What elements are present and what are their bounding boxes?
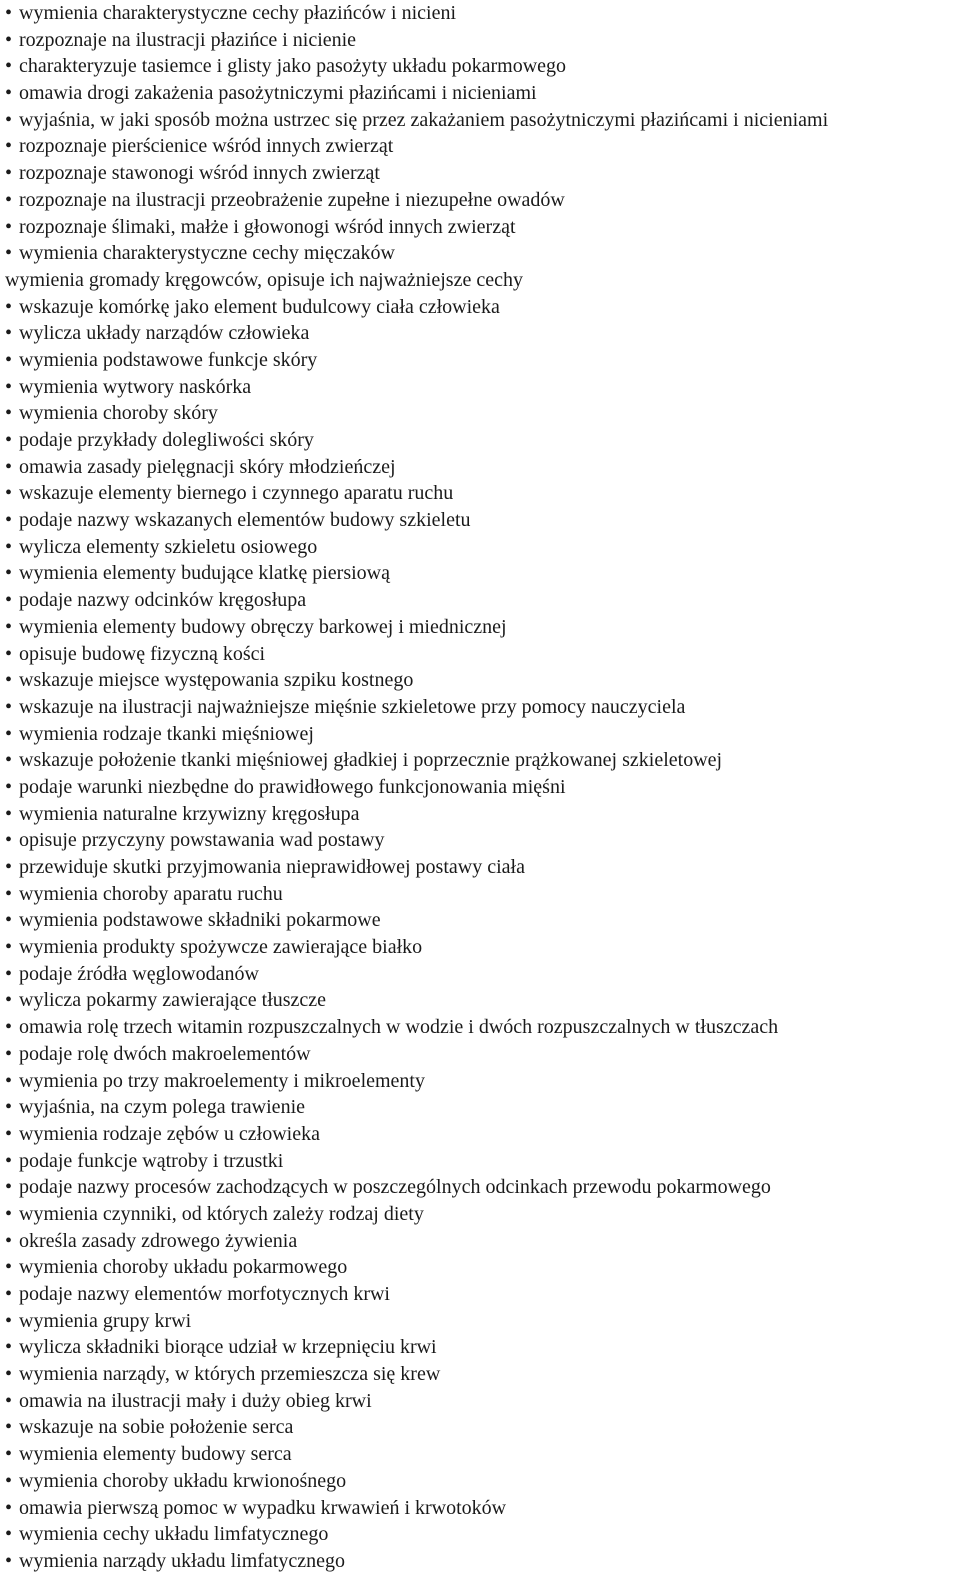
- list-item: [0, 480, 960, 507]
- bullet-icon: •: [5, 108, 13, 131]
- list-item-text: podaje rolę dwóch makroelementów: [19, 1042, 311, 1065]
- bullet-icon: •: [5, 642, 13, 665]
- bullet-icon: •: [5, 162, 13, 185]
- list-item-text: wymienia elementy budowy obręczy barkowej i miednicznej: [19, 615, 507, 638]
- bullet-icon: •: [5, 1389, 13, 1412]
- bullet-icon: •: [5, 28, 13, 51]
- bullet-icon: •: [5, 1069, 13, 1092]
- list-item-text: rozpoznaje stawonogi wśród innych zwierząt: [19, 162, 380, 185]
- bullet-icon: •: [5, 802, 13, 825]
- list-item: [0, 1148, 960, 1175]
- bullet-icon: •: [5, 1122, 13, 1145]
- bullet-icon: •: [5, 82, 13, 105]
- bullet-icon: •: [5, 1443, 13, 1466]
- list-item: [0, 1521, 960, 1548]
- bullet-icon: •: [5, 242, 13, 265]
- list-item-text: wymienia czynniki, od których zależy rodzaj diety: [19, 1202, 424, 1225]
- bullet-icon: •: [5, 1549, 13, 1572]
- list-item: [0, 747, 960, 774]
- list-item: [0, 347, 960, 374]
- list-item-text: rozpoznaje ślimaki, małże i głowonogi wśród innych zwierząt: [19, 215, 516, 238]
- list-item-text: omawia zasady pielęgnacji skóry młodzieńczej: [19, 455, 396, 478]
- list-item-text: rozpoznaje na ilustracji płazińce i nicienie: [19, 28, 357, 51]
- list-item: [0, 1014, 960, 1041]
- list-item: [0, 1441, 960, 1468]
- list-item-text: wskazuje na ilustracji najważniejsze mięśnie szkieletowe przy pomocy nauczyciela: [19, 695, 686, 718]
- bullet-icon: •: [5, 775, 13, 798]
- list-item: [0, 1468, 960, 1495]
- bullet-icon: •: [5, 722, 13, 745]
- list-item: [0, 267, 960, 294]
- list-item: [0, 427, 960, 454]
- list-item-text: opisuje budowę fizyczną kości: [19, 642, 266, 665]
- list-item: [0, 320, 960, 347]
- list-item-text: wskazuje elementy biernego i czynnego aparatu ruchu: [19, 482, 454, 505]
- list-item: [0, 987, 960, 1014]
- bullet-icon: •: [5, 1336, 13, 1359]
- list-item-text: podaje przykłady dolegliwości skóry: [19, 429, 314, 451]
- bullet-icon: •: [5, 749, 13, 772]
- bullet-icon: •: [5, 509, 13, 532]
- bullet-icon: •: [5, 882, 13, 905]
- list-item-text: wymienia choroby aparatu ruchu: [19, 882, 283, 905]
- bullet-icon: •: [5, 1016, 13, 1039]
- list-item: [0, 1228, 960, 1255]
- list-item-text: wymienia choroby układu krwionośnego: [19, 1469, 347, 1492]
- list-item-text: wskazuje położenie tkanki mięśniowej gładkiej i poprzecznie prążkowanej szkieletowej: [19, 749, 723, 772]
- list-item-text: podaje nazwy elementów morfotycznych krwi: [19, 1283, 390, 1305]
- list-item-text: opisuje przyczyny powstawania wad postawy: [19, 829, 385, 852]
- list-item: [0, 614, 960, 641]
- list-item: [0, 1094, 960, 1121]
- bullet-icon: •: [5, 348, 13, 371]
- list-item: [0, 801, 960, 828]
- bullet-icon: •: [5, 1202, 13, 1225]
- list-item: [0, 1281, 960, 1308]
- list-item-text: rozpoznaje na ilustracji przeobrażenie zupełne i niezupełne owadów: [19, 188, 565, 211]
- list-item: [0, 1334, 960, 1361]
- bullet-icon: •: [5, 402, 13, 425]
- list-item-text: określa zasady zdrowego żywienia: [19, 1229, 298, 1252]
- list-item-text: wyjaśnia, na czym polega trawienie: [19, 1096, 305, 1119]
- bullet-icon: •: [5, 375, 13, 398]
- list-item-text: przewiduje skutki przyjmowania nieprawidłowej postawy ciała: [19, 856, 525, 878]
- list-item: [0, 934, 960, 961]
- list-item-text: podaje źródła węglowodanów: [19, 962, 259, 985]
- bullet-icon: •: [5, 669, 13, 692]
- list-item: [0, 1495, 960, 1522]
- list-item: [0, 1201, 960, 1228]
- list-item-text: wymienia po trzy makroelementy i mikroelementy: [19, 1069, 425, 1092]
- list-item-text: wymienia elementy budowy serca: [19, 1443, 292, 1466]
- list-item: [0, 641, 960, 668]
- list-item: [0, 27, 960, 54]
- bullet-icon: •: [5, 455, 13, 478]
- list-item-text: wymienia narządy, w których przemieszcza się krew: [19, 1363, 441, 1386]
- list-item: [0, 1041, 960, 1068]
- list-item-text: podaje funkcje wątroby i trzustki: [19, 1149, 284, 1172]
- list-item: [0, 560, 960, 587]
- list-item: [0, 454, 960, 481]
- list-item-text: wymienia elementy budujące klatkę piersiową: [19, 562, 390, 585]
- bullet-icon: •: [5, 135, 13, 158]
- bullet-icon: •: [5, 429, 13, 451]
- bullet-icon: •: [5, 295, 13, 318]
- list-item: [0, 374, 960, 401]
- bullet-icon: •: [5, 188, 13, 211]
- bullet-icon: •: [5, 829, 13, 852]
- bullet-icon: •: [5, 1096, 13, 1119]
- list-item: [0, 774, 960, 801]
- bullet-icon: •: [5, 562, 13, 585]
- bullet-icon: •: [5, 1229, 13, 1252]
- list-item: [0, 827, 960, 854]
- list-item: [0, 400, 960, 427]
- bullet-icon: •: [5, 1176, 13, 1199]
- list-item-text: wymienia naturalne krzywizny kręgosłupa: [19, 802, 360, 825]
- bullet-icon: •: [5, 589, 13, 612]
- bullet-icon: •: [5, 482, 13, 505]
- list-item: [0, 53, 960, 80]
- list-item-text: charakteryzuje tasiemce i glisty jako pasożyty układu pokarmowego: [19, 55, 567, 78]
- list-item-text: wymienia cechy układu limfatycznego: [19, 1523, 329, 1546]
- list-item: [0, 507, 960, 534]
- bullet-icon: •: [5, 1149, 13, 1172]
- bullet-icon: •: [5, 1416, 13, 1439]
- list-item: [0, 1068, 960, 1095]
- list-item: [0, 133, 960, 160]
- list-item-text: omawia na ilustracji mały i duży obieg krwi: [19, 1389, 372, 1412]
- bullet-icon: •: [5, 1469, 13, 1492]
- list-item-text: wymienia wytwory naskórka: [19, 375, 252, 398]
- list-item: [0, 587, 960, 614]
- bullet-icon: •: [5, 1496, 13, 1519]
- list-item-text: podaje nazwy odcinków kręgosłupa: [19, 589, 307, 612]
- list-item: [0, 187, 960, 214]
- list-item: [0, 1414, 960, 1441]
- list-item: [0, 294, 960, 321]
- list-item: [0, 534, 960, 561]
- list-item-text: wylicza układy narządów człowieka: [19, 322, 310, 345]
- list-item: [0, 1254, 960, 1281]
- list-item-text: wymienia rodzaje zębów u człowieka: [19, 1122, 320, 1145]
- list-item: [0, 1174, 960, 1201]
- list-item: [0, 721, 960, 748]
- bullet-icon: •: [5, 936, 13, 959]
- list-item: [0, 0, 960, 27]
- list-item-text: wymienia podstawowe funkcje skóry: [19, 348, 318, 371]
- bullet-icon: •: [5, 1523, 13, 1546]
- list-item-text: wymienia grupy krwi: [19, 1309, 192, 1332]
- list-item: [0, 1308, 960, 1335]
- bullet-icon: •: [5, 1042, 13, 1065]
- list-item-text: omawia pierwszą pomoc w wypadku krwawień i krwotoków: [19, 1496, 507, 1519]
- bullet-icon: •: [5, 989, 13, 1012]
- list-item: [0, 107, 960, 134]
- list-item: [0, 667, 960, 694]
- list-item: [0, 961, 960, 988]
- list-item: [0, 907, 960, 934]
- bullet-icon: •: [5, 962, 13, 985]
- list-item-text: wymienia choroby skóry: [19, 402, 218, 425]
- list-item-text: wylicza pokarmy zawierające tłuszcze: [19, 989, 327, 1012]
- list-item-text: wyjaśnia, w jaki sposób można ustrzec się przez zakażaniem pasożytniczymi płazińcami i nicieniami: [19, 108, 829, 131]
- bullet-icon: •: [5, 2, 13, 24]
- list-item-text: podaje warunki niezbędne do prawidłowego funkcjonowania mięśni: [19, 775, 566, 798]
- bullet-icon: •: [5, 909, 13, 932]
- list-item-text: wskazuje na sobie położenie serca: [19, 1416, 294, 1439]
- list-item-text: wymienia narządy układu limfatycznego: [19, 1549, 345, 1572]
- list-item-text: wymienia choroby układu pokarmowego: [19, 1256, 348, 1279]
- list-item-text: podaje nazwy wskazanych elementów budowy szkieletu: [19, 509, 471, 532]
- list-item: [0, 214, 960, 241]
- list-item-text: wylicza elementy szkieletu osiowego: [19, 535, 318, 558]
- list-item: [0, 240, 960, 267]
- list-item-text: rozpoznaje pierścienice wśród innych zwierząt: [19, 135, 394, 158]
- list-item: [0, 694, 960, 721]
- list-item-text: wskazuje komórkę jako element budulcowy ciała człowieka: [19, 295, 500, 318]
- list-item: [0, 854, 960, 881]
- list-item-text: wymienia produkty spożywcze zawierające białko: [19, 936, 423, 959]
- list-item: [0, 1388, 960, 1415]
- bullet-icon: •: [5, 535, 13, 558]
- list-item-text: wymienia charakterystyczne cechy płazińców i nicieni: [19, 2, 457, 24]
- bullet-icon: •: [5, 1309, 13, 1332]
- list-item-text: wylicza składniki biorące udział w krzepnięciu krwi: [19, 1336, 437, 1359]
- list-item: [0, 881, 960, 908]
- list-item-text: omawia drogi zakażenia pasożytniczymi płazińcami i nicieniami: [19, 82, 537, 105]
- bullet-icon: •: [5, 1363, 13, 1386]
- list-item: [0, 160, 960, 187]
- list-item: [0, 1548, 960, 1575]
- list-item-text: wymienia rodzaje tkanki mięśniowej: [19, 722, 314, 745]
- bullet-icon: •: [5, 1256, 13, 1279]
- bullet-icon: •: [5, 55, 13, 78]
- bullet-icon: •: [5, 215, 13, 238]
- list-item: [0, 1121, 960, 1148]
- bullet-icon: •: [5, 1283, 13, 1305]
- list-item-text: wymienia charakterystyczne cechy mięczaków: [19, 242, 395, 265]
- bullet-icon: •: [5, 322, 13, 345]
- list-item-text: wymienia gromady kręgowców, opisuje ich najważniejsze cechy: [5, 268, 523, 291]
- bullet-icon: •: [5, 695, 13, 718]
- bullet-icon: •: [5, 615, 13, 638]
- list-item-text: omawia rolę trzech witamin rozpuszczalnych w wodzie i dwóch rozpuszczalnych w tłuszczach: [19, 1016, 779, 1039]
- bullet-icon: •: [5, 856, 13, 878]
- list-item-text: podaje nazwy procesów zachodzących w poszczególnych odcinkach przewodu pokarmowego: [19, 1176, 771, 1199]
- list-item: [0, 80, 960, 107]
- list-item-text: wymienia podstawowe składniki pokarmowe: [19, 909, 381, 932]
- list-item: [0, 1361, 960, 1388]
- list-item-text: wskazuje miejsce występowania szpiku kostnego: [19, 669, 414, 692]
